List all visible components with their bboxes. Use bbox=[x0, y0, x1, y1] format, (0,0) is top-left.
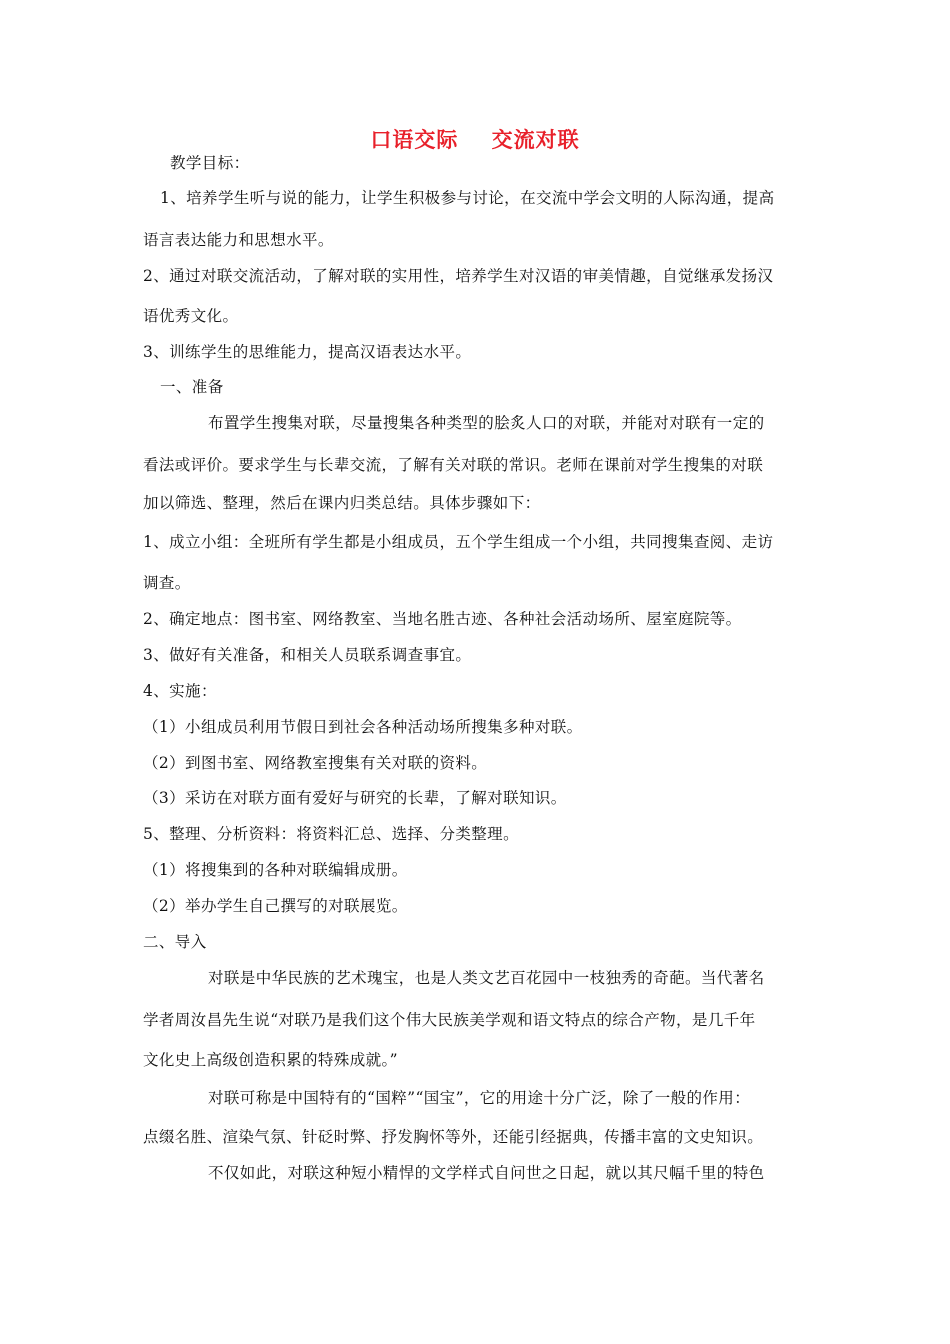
text-line: 布置学生搜集对联，尽量搜集各种类型的脍炙人口的对联，并能对对联有一定的 bbox=[208, 414, 765, 432]
text-line: 二、导入 bbox=[143, 933, 207, 951]
text-line: 文化史上高级创造积累的特殊成就。” bbox=[143, 1051, 398, 1069]
text-line: 加以筛选、整理，然后在课内归类总结。具体步骤如下： bbox=[143, 494, 541, 512]
text-line: 点缀名胜、渲染气氛、针砭时弊、抒发胸怀等外，还能引经据典，传播丰富的文史知识。 bbox=[143, 1128, 764, 1146]
document-title: 口语交际 交流对联 bbox=[370, 127, 580, 152]
text-line: （2）到图书室、网络教室搜集有关对联的资料。 bbox=[143, 754, 488, 772]
text-line: 对联是中华民族的艺术瑰宝，也是人类文艺百花园中一枝独秀的奇葩。当代著名 bbox=[208, 969, 765, 987]
text-line: 学者周汝昌先生说“对联乃是我们这个伟大民族美学观和语文特点的综合产物，是几千年 bbox=[143, 1011, 756, 1029]
text-line: 1、培养学生听与说的能力，让学生积极参与讨论，在交流中学会文明的人际沟通，提高 bbox=[160, 189, 775, 207]
text-line: 教学目标： bbox=[170, 154, 250, 172]
text-line: （2）举办学生自己撰写的对联展览。 bbox=[143, 897, 408, 915]
text-line: 2、确定地点：图书室、网络教室、当地名胜古迹、各种社会活动场所、屋室庭院等。 bbox=[143, 610, 742, 628]
text-line: 看法或评价。要求学生与长辈交流，了解有关对联的常识。老师在课前对学生搜集的对联 bbox=[143, 456, 764, 474]
text-line: （3）采访在对联方面有爱好与研究的长辈，了解对联知识。 bbox=[143, 789, 567, 807]
text-line: 一、准备 bbox=[160, 378, 224, 396]
text-line: 2、通过对联交流活动，了解对联的实用性，培养学生对汉语的审美情趣，自觉继承发扬汉 bbox=[143, 267, 774, 285]
text-line: 对联可称是中国特有的“国粹”“国宝”，它的用途十分广泛，除了一般的作用： bbox=[208, 1089, 751, 1107]
text-line: （1）将搜集到的各种对联编辑成册。 bbox=[143, 861, 408, 879]
text-line: 1、成立小组：全班所有学生都是小组成员，五个学生组成一个小组，共同搜集查阅、走访 bbox=[143, 533, 774, 551]
text-line: 语优秀文化。 bbox=[143, 307, 239, 325]
text-line: 调查。 bbox=[143, 574, 191, 592]
text-line: 不仅如此，对联这种短小精悍的文学样式自问世之日起，就以其尺幅千里的特色 bbox=[208, 1164, 765, 1182]
text-line: 3、做好有关准备，和相关人员联系调查事宜。 bbox=[143, 646, 472, 664]
text-line: 4、实施： bbox=[143, 682, 217, 700]
text-line: 3、训练学生的思维能力，提高汉语表达水平。 bbox=[143, 343, 472, 361]
text-line: 语言表达能力和思想水平。 bbox=[143, 231, 334, 249]
text-line: 5、整理、分析资料：将资料汇总、选择、分类整理。 bbox=[143, 825, 519, 843]
text-line: （1）小组成员利用节假日到社会各种活动场所搜集多种对联。 bbox=[143, 718, 583, 736]
